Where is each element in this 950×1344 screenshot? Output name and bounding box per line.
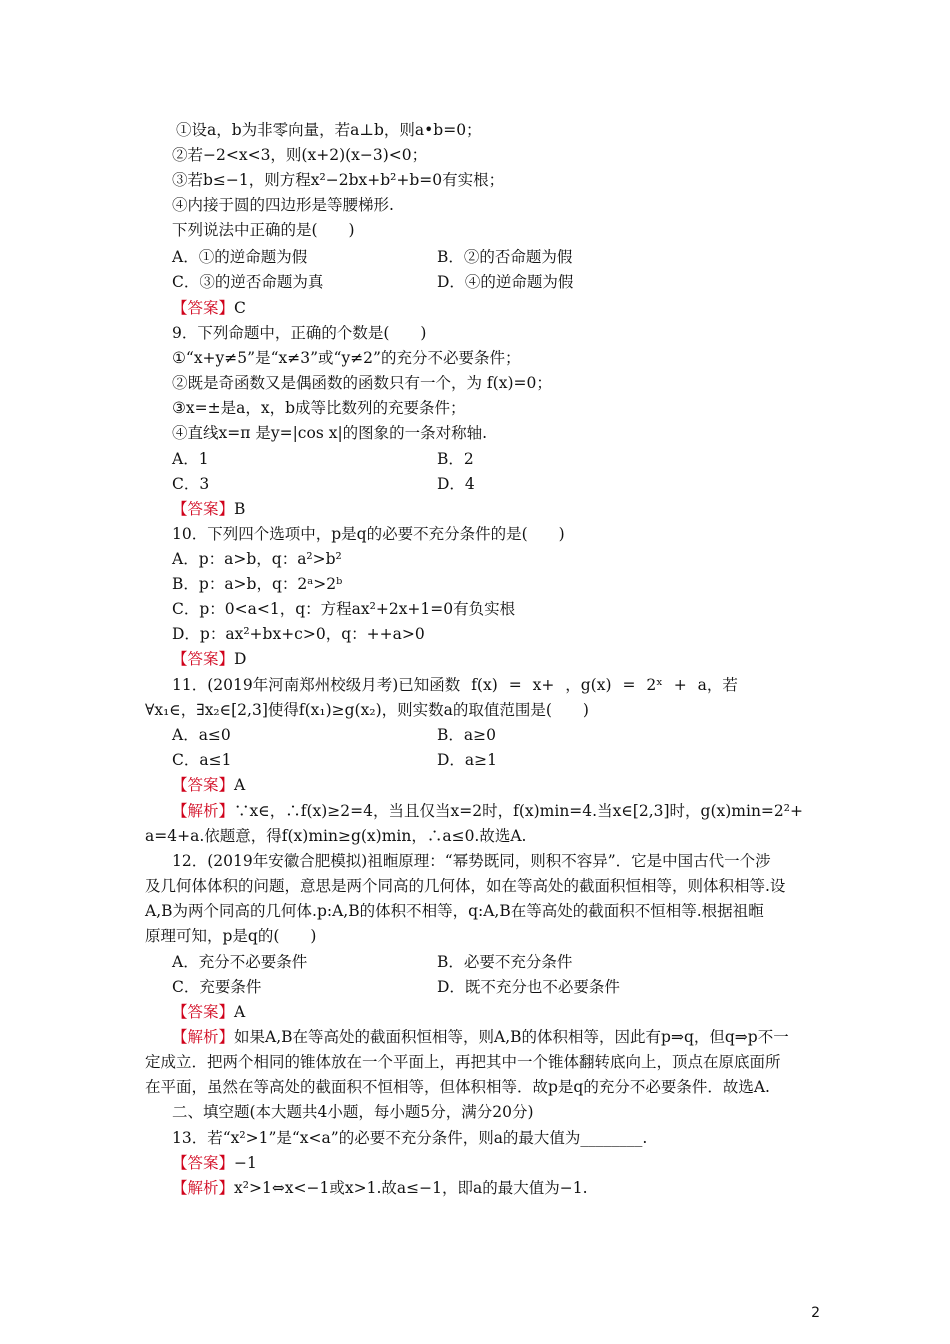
q12-answer — [172, 1000, 812, 1025]
q10-option-c: C．p：0<a<1，q：方程ax²+2x+1=0有负实根 — [172, 600, 516, 618]
q9-stmt-3: ③x=±是a，x，b成等比数列的充要条件； — [172, 399, 466, 417]
answer-value: D — [234, 650, 247, 668]
q9-option-d: D．4 — [437, 475, 475, 493]
q9-stmt-2: ②既是奇函数又是偶函数的函数只有一个，为 f(x)=0； — [172, 374, 552, 392]
stmt-2: ②若−2<x<3，则(x+2)(x−3)<0； — [172, 146, 428, 164]
section-heading: 二、填空题(本大题共4小题，每小题5分，满分20分) — [172, 1103, 534, 1121]
answer-value: A — [234, 776, 246, 794]
analysis-text: 如果A,B在等高处的截面积恒相等，则A,B的体积相等，因此有p⇒q，但q⇒p不一 — [234, 1028, 789, 1046]
q13-analysis — [172, 1176, 812, 1201]
q12-analysis-line-1 — [172, 1025, 812, 1050]
answer-value: −1 — [234, 1154, 257, 1172]
q11-analysis-line-1 — [172, 799, 812, 824]
stmt-3: ③若b≤−1，则方程x²−2bx+b²+b=0有实根； — [172, 171, 505, 189]
q11-option-a: A．a≤0 — [172, 726, 231, 744]
q8-answer — [172, 296, 812, 321]
q11-option-d: D．a≥1 — [437, 751, 498, 769]
q8-option-c: C．③的逆否命题为真 — [172, 273, 324, 291]
q10-option-b: B．p：a>b，q：2ᵃ>2ᵇ — [172, 575, 343, 593]
q8-option-d: D．④的逆命题为假 — [437, 273, 574, 291]
analysis-label: 【解析】 — [172, 1028, 235, 1046]
analysis-text: x²>1⇔x<−1或x>1.故a≤−1，即a的最大值为−1. — [234, 1179, 588, 1197]
q11-line-2: ∀x₁∈，∃x₂∈[2,3]使得f(x₁)≥g(x₂)，则实数a的取值范围是( ) — [145, 701, 589, 719]
q9-option-a: A．1 — [172, 450, 209, 468]
answer-value: C — [234, 299, 246, 317]
q13-answer — [172, 1151, 812, 1176]
q9-title: 9．下列命题中，正确的个数是( ) — [172, 324, 427, 342]
q8-option-b: B．②的否命题为假 — [437, 248, 573, 266]
q12-option-c: C．充要条件 — [172, 978, 262, 996]
analysis-label: 【解析】 — [172, 1179, 235, 1197]
q10-answer — [172, 647, 812, 672]
q10-title: 10．下列四个选项中，p是q的必要不充分条件的是( ) — [172, 525, 565, 543]
q12-option-d: D．既不充分也不必要条件 — [437, 978, 620, 996]
answer-value: A — [234, 1003, 246, 1021]
analysis-label: 【解析】 — [172, 802, 235, 820]
q9-option-b: B．2 — [437, 450, 474, 468]
q10-option-d: D．p：ax²+bx+c>0，q：++a>0 — [172, 625, 425, 643]
q13-title: 13．若“x²>1”是“x<a”的必要不充分条件，则a的最大值为________. — [172, 1129, 648, 1147]
q12-analysis-line-2: 定成立．把两个相同的锥体放在一个平面上，再把其中一个锥体翻转底向上，顶点在原底面所 — [145, 1053, 781, 1071]
analysis-text: ∵x∈，∴f(x)≥2=4，当且仅当x=2时，f(x)min=4.当x∈[2,3]时，g(x)min=2²+ — [234, 802, 803, 820]
q11-analysis-line-2: a=4+a.依题意，得f(x)min≥g(x)min，∴a≤0.故选A. — [145, 827, 527, 845]
stmt-1: ①设a，b为非零向量，若a⊥b，则a•b=0； — [176, 121, 482, 139]
q12-line-1: 12．(2019年安徽合肥模拟)祖暅原理：“幂势既同，则积不容异”．它是中国古代一个涉 — [172, 852, 771, 870]
q12-line-4: 原理可知，p是q的( ) — [145, 927, 317, 945]
q9-answer — [172, 497, 812, 522]
q10-option-a: A．p：a>b，q：a²>b² — [172, 550, 342, 568]
page-number: 2 — [811, 1305, 820, 1321]
q12-option-a: A．充分不必要条件 — [172, 953, 308, 971]
answer-label: 【答案】 — [172, 1154, 235, 1172]
q9-stmt-1: ①“x+y≠5”是“x≠3”或“y≠2”的充分不必要条件； — [172, 349, 521, 367]
q9-stmt-4: ④直线x=π 是y=|cos x|的图象的一条对称轴. — [172, 424, 488, 442]
q8-option-a: A．①的逆命题为假 — [172, 248, 308, 266]
q12-analysis-line-3: 在平面，虽然在等高处的截面积不恒相等，但体积相等．故p是q的充分不必要条件．故选A. — [145, 1078, 770, 1096]
q11-option-c: C．a≤1 — [172, 751, 232, 769]
answer-value: B — [234, 500, 246, 518]
q11-option-b: B．a≥0 — [437, 726, 496, 744]
answer-label: 【答案】 — [172, 1003, 235, 1021]
q11-answer — [172, 773, 812, 798]
stmt-4: ④内接于圆的四边形是等腰梯形. — [172, 196, 394, 214]
answer-label: 【答案】 — [172, 299, 235, 317]
answer-label: 【答案】 — [172, 650, 235, 668]
q11-line-1: 11．(2019年河南郑州校级月考)已知函数 f(x) = x+ ，g(x) = 2ˣ + a，若 — [172, 676, 738, 694]
answer-label: 【答案】 — [172, 500, 235, 518]
answer-label: 【答案】 — [172, 776, 235, 794]
q12-line-2: 及几何体体积的问题，意思是两个同高的几何体，如在等高处的截面积恒相等，则体积相等.设 — [145, 877, 786, 895]
q12-line-3: A,B为两个同高的几何体.p:A,B的体积不相等，q:A,B在等高处的截面积不恒相等.根据祖暅 — [145, 902, 764, 920]
question-prompt: 下列说法中正确的是( ) — [172, 221, 355, 239]
q9-option-c: C．3 — [172, 475, 210, 493]
q12-option-b: B．必要不充分条件 — [437, 953, 573, 971]
